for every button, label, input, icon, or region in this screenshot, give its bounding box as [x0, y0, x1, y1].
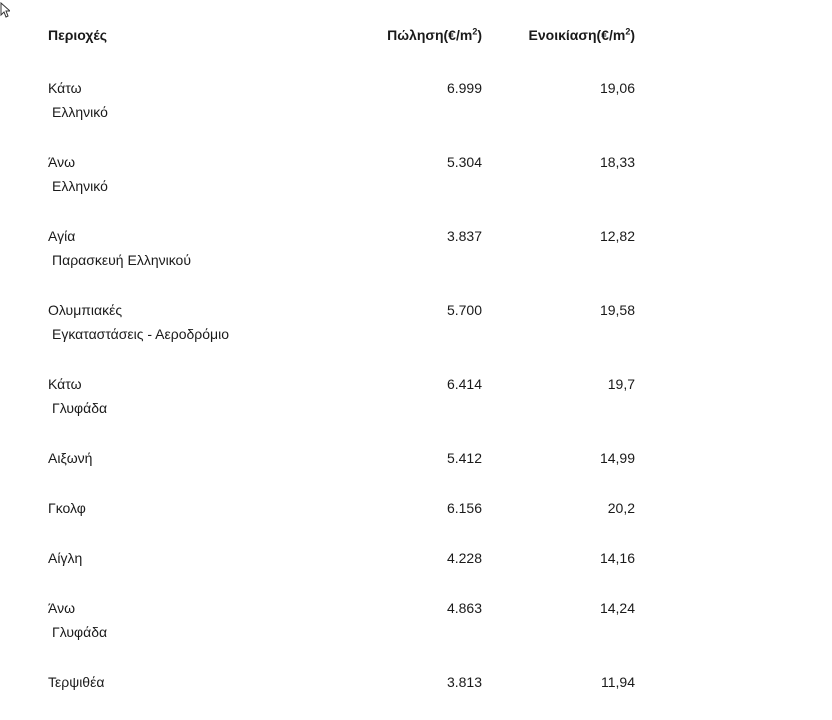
area-name-line2: Γλυφάδα: [52, 624, 108, 640]
area-name-line1: Ολυμπιακές: [48, 302, 123, 318]
area-name: [48, 596, 107, 644]
rent-price: 14,99: [599, 450, 635, 466]
table-row: [48, 150, 648, 224]
table-row: [48, 76, 648, 150]
sale-price: 6.999: [446, 80, 482, 96]
area-name-line1: Αίγλη: [48, 550, 83, 566]
area-name-line2: Ελληνικό: [52, 178, 108, 194]
area-name: [48, 372, 107, 420]
area-name-line1: Αιξωνή: [48, 450, 93, 466]
area-name-line1: Γκολφ: [48, 500, 86, 516]
table-row: [48, 496, 648, 546]
sale-price: 5.700: [446, 302, 482, 318]
rent-price: 19,7: [607, 376, 635, 392]
area-name-line2: Εγκαταστάσεις - Αεροδρόμιο: [52, 326, 229, 342]
rent-price: 14,16: [599, 550, 635, 566]
sale-price: 3.837: [446, 228, 482, 244]
area-name-line1: Κάτω: [48, 376, 82, 392]
area-name: [48, 446, 92, 470]
rent-price: 20,2: [607, 500, 635, 516]
table-body: [48, 52, 648, 720]
sale-price: 4.228: [446, 550, 482, 566]
price-table: [48, 22, 648, 720]
area-name-line1: Κάτω: [48, 80, 82, 96]
header-rent: $E\nu o\iota\kappa ί\alpha\sigma\eta(€/m^2)$: [528, 26, 635, 43]
area-name: [48, 670, 104, 694]
sale-price: 3.813: [446, 674, 482, 690]
area-name: [48, 298, 229, 346]
table-row: [48, 224, 648, 298]
table-header: [48, 22, 648, 52]
header-sale: $\Pi ώ\lambda\eta\sigma\eta(€/m^2)$: [387, 26, 482, 43]
area-name: [48, 76, 108, 124]
area-name-line2: Παρασκευή Ελληνικού: [52, 252, 191, 268]
area-name: [48, 546, 82, 570]
header-area: Περιοχές: [48, 27, 108, 43]
rent-price: 18,33: [599, 154, 635, 170]
table-row: [48, 596, 648, 670]
area-name-line1: Άνω: [48, 600, 76, 616]
sale-price: 4.863: [446, 600, 482, 616]
area-name-line2: Ελληνικό: [52, 104, 108, 120]
table-row: [48, 372, 648, 446]
mouse-pointer-icon: [0, 2, 10, 18]
table-row: [48, 546, 648, 596]
sale-price: 5.304: [446, 154, 482, 170]
rent-price: 12,82: [599, 228, 635, 244]
rent-price: 14,24: [599, 600, 635, 616]
area-name-line2: Γλυφάδα: [52, 400, 108, 416]
area-name-line1: Άνω: [48, 154, 76, 170]
area-name-line1: Αγία: [48, 228, 76, 244]
sale-price: 6.156: [446, 500, 482, 516]
rent-price: 11,94: [601, 674, 635, 690]
table-row: [48, 298, 648, 372]
area-name: [48, 224, 191, 272]
sale-price: 5.412: [446, 450, 482, 466]
table-row: [48, 446, 648, 496]
sale-price: 6.414: [446, 376, 482, 392]
rent-price: 19,58: [599, 302, 635, 318]
rent-price: 19,06: [599, 80, 635, 96]
area-name-line1: Τερψιθέα: [48, 674, 105, 690]
area-name: [48, 496, 86, 520]
area-name: [48, 150, 108, 198]
